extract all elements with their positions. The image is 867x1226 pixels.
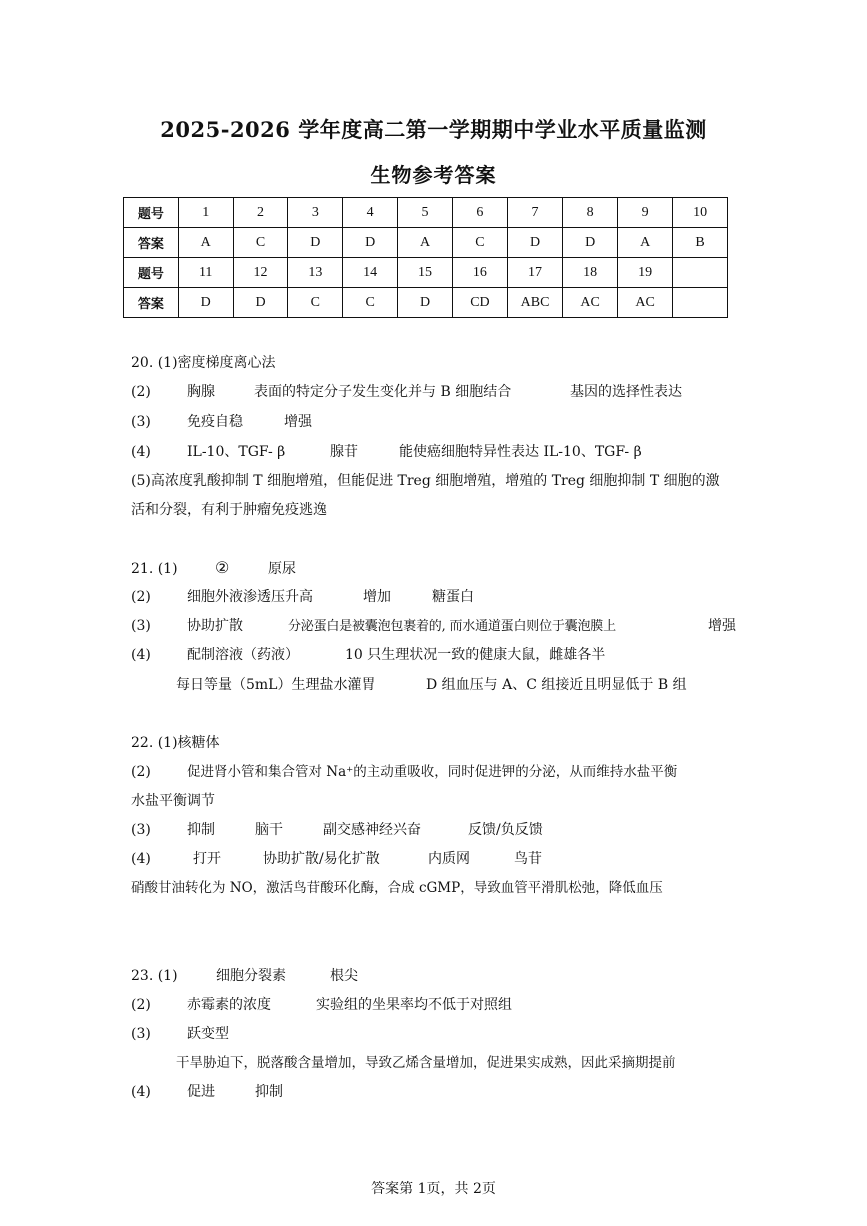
table-cell: D bbox=[398, 288, 453, 318]
table-cell: 12 bbox=[233, 258, 288, 288]
table-cell: B bbox=[673, 228, 728, 258]
q22-4-b: 脑干 bbox=[255, 822, 283, 838]
table-cell: D bbox=[233, 288, 288, 318]
table-cell: 10 bbox=[673, 198, 728, 228]
q23-1-b: 根尖 bbox=[330, 968, 358, 984]
q23-part-1-label: 23. (1) bbox=[131, 968, 178, 984]
answer-table bbox=[123, 197, 728, 318]
q21-3-c: 增强 bbox=[708, 618, 736, 634]
q21-part-4-label: (4) bbox=[131, 647, 151, 663]
table-cell: 8 bbox=[563, 198, 618, 228]
q22-4-c: 副交感神经兴奋 bbox=[323, 822, 421, 838]
q23-part-2-label: (2) bbox=[131, 997, 151, 1013]
row-header: 答案 bbox=[124, 228, 179, 258]
q20-line-3 bbox=[131, 413, 312, 431]
page-footer: 答案第 1页，共 2页 bbox=[371, 1181, 496, 1197]
q22-5-a: 打开 bbox=[193, 851, 221, 867]
page-title: 2025-2026 学年度高二第一学期期中学业水平质量监测 bbox=[160, 117, 707, 142]
q23-2-a: 赤霉素的浓度 bbox=[187, 997, 271, 1013]
q22-line-6: 硝酸甘油转化为 NO，激活鸟苷酸环化酶，合成 cGMP，导致血管平滑肌松弛，降低血压 bbox=[131, 880, 663, 896]
q22-5-b: 协助扩散/易化扩散 bbox=[263, 851, 380, 867]
q21-2-c: 糖蛋白 bbox=[432, 589, 474, 605]
q21-2-b: 增加 bbox=[363, 589, 391, 605]
q21-1-b: 原尿 bbox=[268, 561, 296, 577]
table-cell: 4 bbox=[343, 198, 398, 228]
table-cell: 16 bbox=[452, 258, 507, 288]
table-cell: D bbox=[563, 228, 618, 258]
table-cell: D bbox=[178, 288, 233, 318]
q20-2-a: 胸腺 bbox=[187, 384, 215, 400]
table-cell bbox=[673, 288, 728, 318]
q20-2-b: 表面的特定分子发生变化并与 B 细胞结合 bbox=[254, 384, 512, 400]
table-cell: C bbox=[233, 228, 288, 258]
q23-part-3-label: (3) bbox=[131, 1026, 151, 1042]
q21-5-a: 每日等量（5mL）生理盐水灌胃 bbox=[176, 677, 376, 693]
page-subtitle: 生物参考答案 bbox=[370, 163, 497, 187]
table-cell: A bbox=[178, 228, 233, 258]
q23-line-4: 干旱胁迫下，脱落酸含量增加，导致乙烯含量增加，促进果实成熟，因此采摘期提前 bbox=[176, 1055, 676, 1071]
row-header: 题号 bbox=[124, 258, 179, 288]
table-cell: 19 bbox=[618, 258, 673, 288]
q21-1-a: ② bbox=[215, 558, 230, 577]
table-cell: 9 bbox=[618, 198, 673, 228]
q23-line-2 bbox=[131, 996, 512, 1014]
q20-line-2 bbox=[131, 383, 682, 401]
table-cell: A bbox=[618, 228, 673, 258]
q20-part-4-label: (4) bbox=[131, 444, 151, 460]
q22-part-2-label: (2) bbox=[131, 764, 151, 780]
q21-part-3-label: (3) bbox=[131, 618, 151, 634]
table-cell bbox=[673, 258, 728, 288]
q20-4-a: IL-10、TGF- β bbox=[187, 444, 286, 460]
table-row bbox=[124, 258, 728, 288]
q20-2-c: 基因的选择性表达 bbox=[570, 384, 682, 400]
q21-4-b: 10 只生理状况一致的健康大鼠，雌雄各半 bbox=[345, 647, 606, 663]
table-cell: CD bbox=[452, 288, 507, 318]
q22-5-d: 鸟苷 bbox=[514, 851, 542, 867]
row-header: 答案 bbox=[124, 288, 179, 318]
q23-5-b: 抑制 bbox=[255, 1084, 283, 1100]
q21-line-1 bbox=[131, 559, 296, 578]
q21-line-5 bbox=[176, 676, 687, 694]
table-row bbox=[124, 288, 728, 318]
q21-2-a: 细胞外液渗透压升高 bbox=[187, 589, 313, 605]
q21-line-2 bbox=[131, 588, 474, 606]
q20-part-3-label: (3) bbox=[131, 414, 151, 430]
q22-line-2 bbox=[131, 763, 677, 781]
row-header: 题号 bbox=[124, 198, 179, 228]
q23-line-5 bbox=[131, 1083, 283, 1101]
table-cell: C bbox=[452, 228, 507, 258]
table-cell: 5 bbox=[398, 198, 453, 228]
q23-line-1 bbox=[131, 967, 358, 985]
table-cell: 7 bbox=[507, 198, 562, 228]
q20-4-b: 腺苷 bbox=[330, 444, 358, 460]
table-cell: 2 bbox=[233, 198, 288, 228]
q23-5-a: 促进 bbox=[187, 1084, 215, 1100]
q22-part-4-label: (4) bbox=[131, 851, 151, 867]
table-cell: 6 bbox=[452, 198, 507, 228]
q20-4-c: 能使癌细胞特异性表达 IL-10、TGF- β bbox=[399, 444, 642, 460]
q22-5-c: 内质网 bbox=[428, 851, 470, 867]
q23-part-4-label: (4) bbox=[131, 1084, 151, 1100]
table-cell: 1 bbox=[178, 198, 233, 228]
q20-part-2-label: (2) bbox=[131, 384, 151, 400]
table-row bbox=[124, 228, 728, 258]
q21-3-b: 分泌蛋白是被囊泡包裹着的, 而水通道蛋白则位于囊泡膜上 bbox=[288, 619, 616, 634]
q22-part-3-label: (3) bbox=[131, 822, 151, 838]
q22-2-a: 促进肾小管和集合管对 Na⁺的主动重吸收，同时促进钾的分泌，从而维持水盐平衡 bbox=[187, 764, 678, 780]
table-cell: 11 bbox=[178, 258, 233, 288]
q22-4-d: 反馈/负反馈 bbox=[468, 822, 543, 838]
table-cell: C bbox=[288, 288, 343, 318]
table-cell: D bbox=[507, 228, 562, 258]
q20-3-b: 增强 bbox=[284, 414, 312, 430]
q20-line-1: 20. (1)密度梯度离心法 bbox=[131, 355, 276, 371]
table-cell: 18 bbox=[563, 258, 618, 288]
q21-5-b: D 组血压与 A、C 组接近且明显低于 B 组 bbox=[426, 677, 687, 693]
table-cell: AC bbox=[618, 288, 673, 318]
q20-3-a: 免疫自稳 bbox=[187, 414, 243, 430]
q21-4-a: 配制溶液（药液） bbox=[187, 647, 299, 663]
q20-line-4 bbox=[131, 443, 642, 461]
table-cell: D bbox=[288, 228, 343, 258]
q23-3-a: 跃变型 bbox=[187, 1026, 229, 1042]
table-cell: 3 bbox=[288, 198, 343, 228]
q23-2-b: 实验组的坐果率均不低于对照组 bbox=[316, 997, 512, 1013]
q21-part-1-label: 21. (1) bbox=[131, 561, 178, 577]
q20-line-5: (5)高浓度乳酸抑制 T 细胞增殖，但能促进 Treg 细胞增殖，增殖的 Treg 细胞抑制 T 细胞的激 bbox=[131, 473, 720, 489]
q21-line-3 bbox=[131, 617, 736, 636]
table-cell: AC bbox=[563, 288, 618, 318]
q22-line-1: 22. (1)核糖体 bbox=[131, 735, 220, 751]
table-cell: A bbox=[398, 228, 453, 258]
table-cell: 17 bbox=[507, 258, 562, 288]
table-cell: ABC bbox=[507, 288, 562, 318]
q21-line-4 bbox=[131, 646, 605, 664]
q21-3-a: 协助扩散 bbox=[187, 618, 243, 634]
q22-line-4 bbox=[131, 821, 543, 839]
q23-line-3 bbox=[131, 1025, 229, 1043]
q22-4-a: 抑制 bbox=[187, 822, 215, 838]
table-cell: 15 bbox=[398, 258, 453, 288]
table-cell: C bbox=[343, 288, 398, 318]
table-row bbox=[124, 198, 728, 228]
table-cell: 14 bbox=[343, 258, 398, 288]
q21-part-2-label: (2) bbox=[131, 589, 151, 605]
table-cell: 13 bbox=[288, 258, 343, 288]
q22-line-5 bbox=[131, 850, 542, 868]
q23-1-a: 细胞分裂素 bbox=[216, 968, 286, 984]
q22-line-3: 水盐平衡调节 bbox=[131, 793, 215, 809]
q20-line-6: 活和分裂，有利于肿瘤免疫逃逸 bbox=[131, 502, 327, 518]
table-cell: D bbox=[343, 228, 398, 258]
